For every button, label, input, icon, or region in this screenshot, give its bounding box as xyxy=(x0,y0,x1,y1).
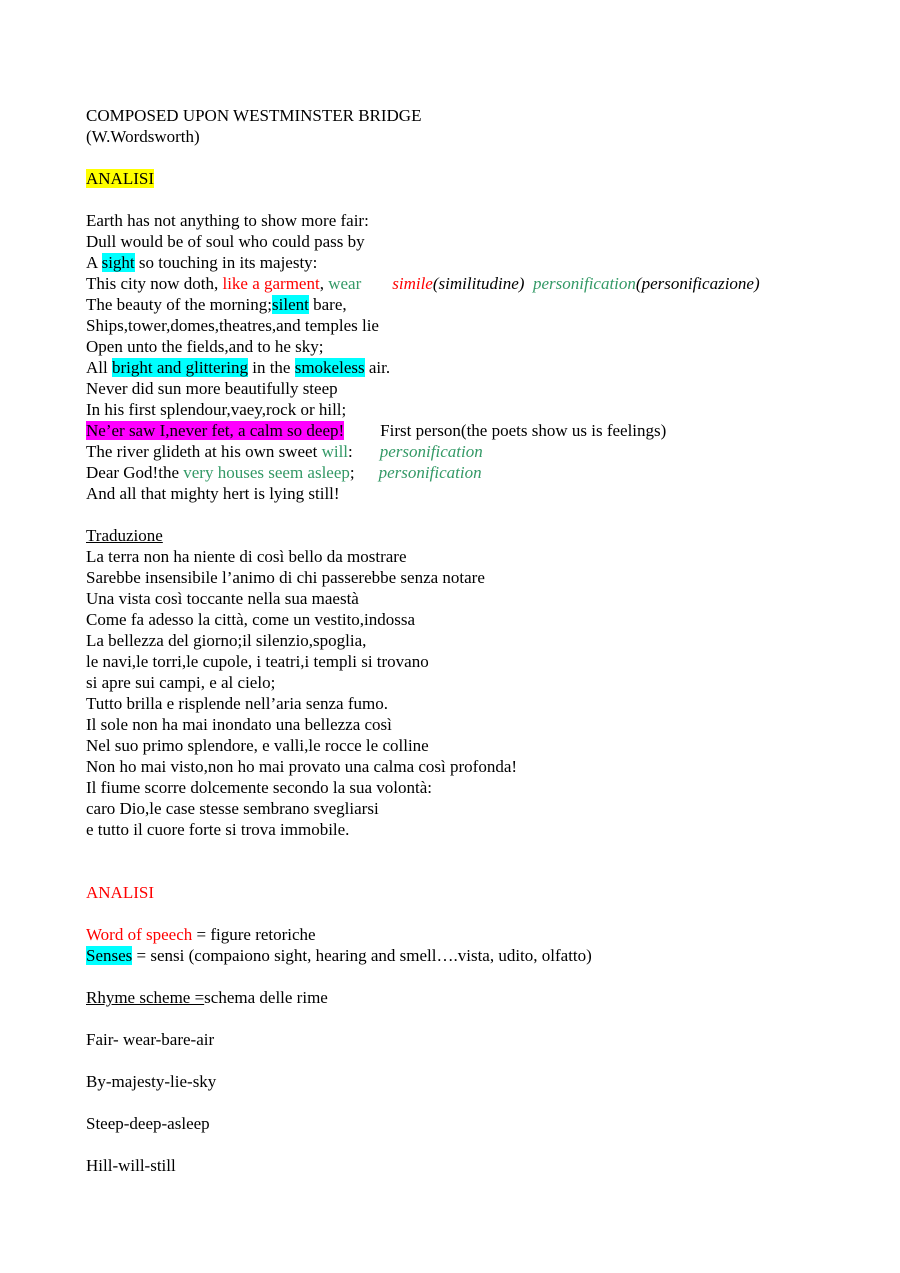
poem-line: All bright and glittering in the smokeless air. xyxy=(86,358,391,377)
rhyme-group: Fair- wear-bare-air xyxy=(86,1030,215,1049)
poem-line: Never did sun more beautifully steep xyxy=(86,379,338,398)
poem-line xyxy=(86,420,876,441)
poem-title: COMPOSED UPON WESTMINSTER BRIDGE xyxy=(86,106,422,125)
poem-author: (W.Wordsworth) xyxy=(86,127,200,146)
personification-word: will xyxy=(321,442,349,461)
personification-word: wear xyxy=(328,274,362,293)
translation-line: Una vista così toccante nella sua maestà xyxy=(86,589,359,608)
translation-line: Nel suo primo splendore, e valli,le rocce le colline xyxy=(86,736,429,755)
highlight-first-person: Ne’er saw I,never fet, a calm so deep! xyxy=(86,421,345,440)
analysis-heading-2: ANALISI xyxy=(86,883,154,902)
translation-line: si apre sui campi, e al cielo; xyxy=(86,673,276,692)
translation-line: Il fiume scorre dolcemente secondo la sua volontà: xyxy=(86,778,433,797)
rhyme-scheme-definition: Rhyme scheme =schema delle rime xyxy=(86,988,328,1007)
simile-phrase: like a garment xyxy=(222,274,320,293)
highlight-bright: bright and glittering xyxy=(111,358,248,377)
translation-line: Tutto brilla e risplende nell’aria senza fumo. xyxy=(86,694,388,713)
translation-line: Il sole non ha mai inondato una bellezza così xyxy=(86,715,392,734)
poem-line: Ships,tower,domes,theatres,and temples lie xyxy=(86,316,379,335)
poem-line: And all that mighty hert is lying still! xyxy=(86,484,340,503)
analysis-heading: ANALISI xyxy=(86,169,154,188)
personification-note: personification xyxy=(378,463,482,482)
personification-phrase: very houses seem asleep xyxy=(183,463,350,482)
poem-line: A sight so touching in its majesty: xyxy=(86,253,318,272)
translation-line: Non ho mai visto,non ho mai provato una calma così profonda! xyxy=(86,757,518,776)
translation-line: Sarebbe insensibile l’animo di chi passerebbe senza notare xyxy=(86,568,485,587)
poem-line: Earth has not anything to show more fair: xyxy=(86,211,369,230)
personification-note: personification xyxy=(379,442,483,461)
translation-line: le navi,le torri,le cupole, i teatri,i templi si trovano xyxy=(86,652,429,671)
poem-line: Dull would be of soul who could pass by xyxy=(86,232,365,251)
poem-line: Dear God!the very houses seem asleep; personification xyxy=(86,463,482,482)
figure-note: simile(similitudine) personification(personificazione) xyxy=(392,274,760,293)
poem-line: This city now doth, like a garment, wear simile(similitudine) personification(personificazione) xyxy=(86,274,760,293)
highlight-smokeless: smokeless xyxy=(294,358,365,377)
poem-line: In his first splendour,vaey,rock or hill; xyxy=(86,400,347,419)
poem-line: The beauty of the morning;silent bare, xyxy=(86,295,347,314)
translation-text xyxy=(86,546,876,840)
translation-line: La terra non ha niente di così bello da mostrare xyxy=(86,547,407,566)
rhyme-group: Hill-will-still xyxy=(86,1156,176,1175)
rhyme-group: Steep-deep-asleep xyxy=(86,1114,210,1133)
poem-line: The river glideth at his own sweet will: personification xyxy=(86,442,483,461)
translation-line: e tutto il cuore forte si trova immobile. xyxy=(86,820,350,839)
first-person-note: First person(the poets show us is feelings) xyxy=(380,421,667,440)
translation-line: Come fa adesso la città, come un vestito,indossa xyxy=(86,610,416,629)
poem-line: Open unto the fields,and to he sky; xyxy=(86,337,324,356)
translation-heading: Traduzione xyxy=(86,526,163,545)
poem-text xyxy=(86,210,876,504)
highlight-silent: silent xyxy=(272,295,309,314)
translation-line: caro Dio,le case stesse sembrano svegliarsi xyxy=(86,799,379,818)
rhyme-group: By-majesty-lie-sky xyxy=(86,1072,217,1091)
highlight-sight: sight xyxy=(101,253,135,272)
document-page xyxy=(86,105,876,1176)
translation-line: La bellezza del giorno;il silenzio,spoglia, xyxy=(86,631,367,650)
speech-definition: Word of speech = figure retoriche xyxy=(86,925,316,944)
senses-definition: Senses = sensi (compaiono sight, hearing and smell….vista, udito, olfatto) xyxy=(86,946,592,965)
